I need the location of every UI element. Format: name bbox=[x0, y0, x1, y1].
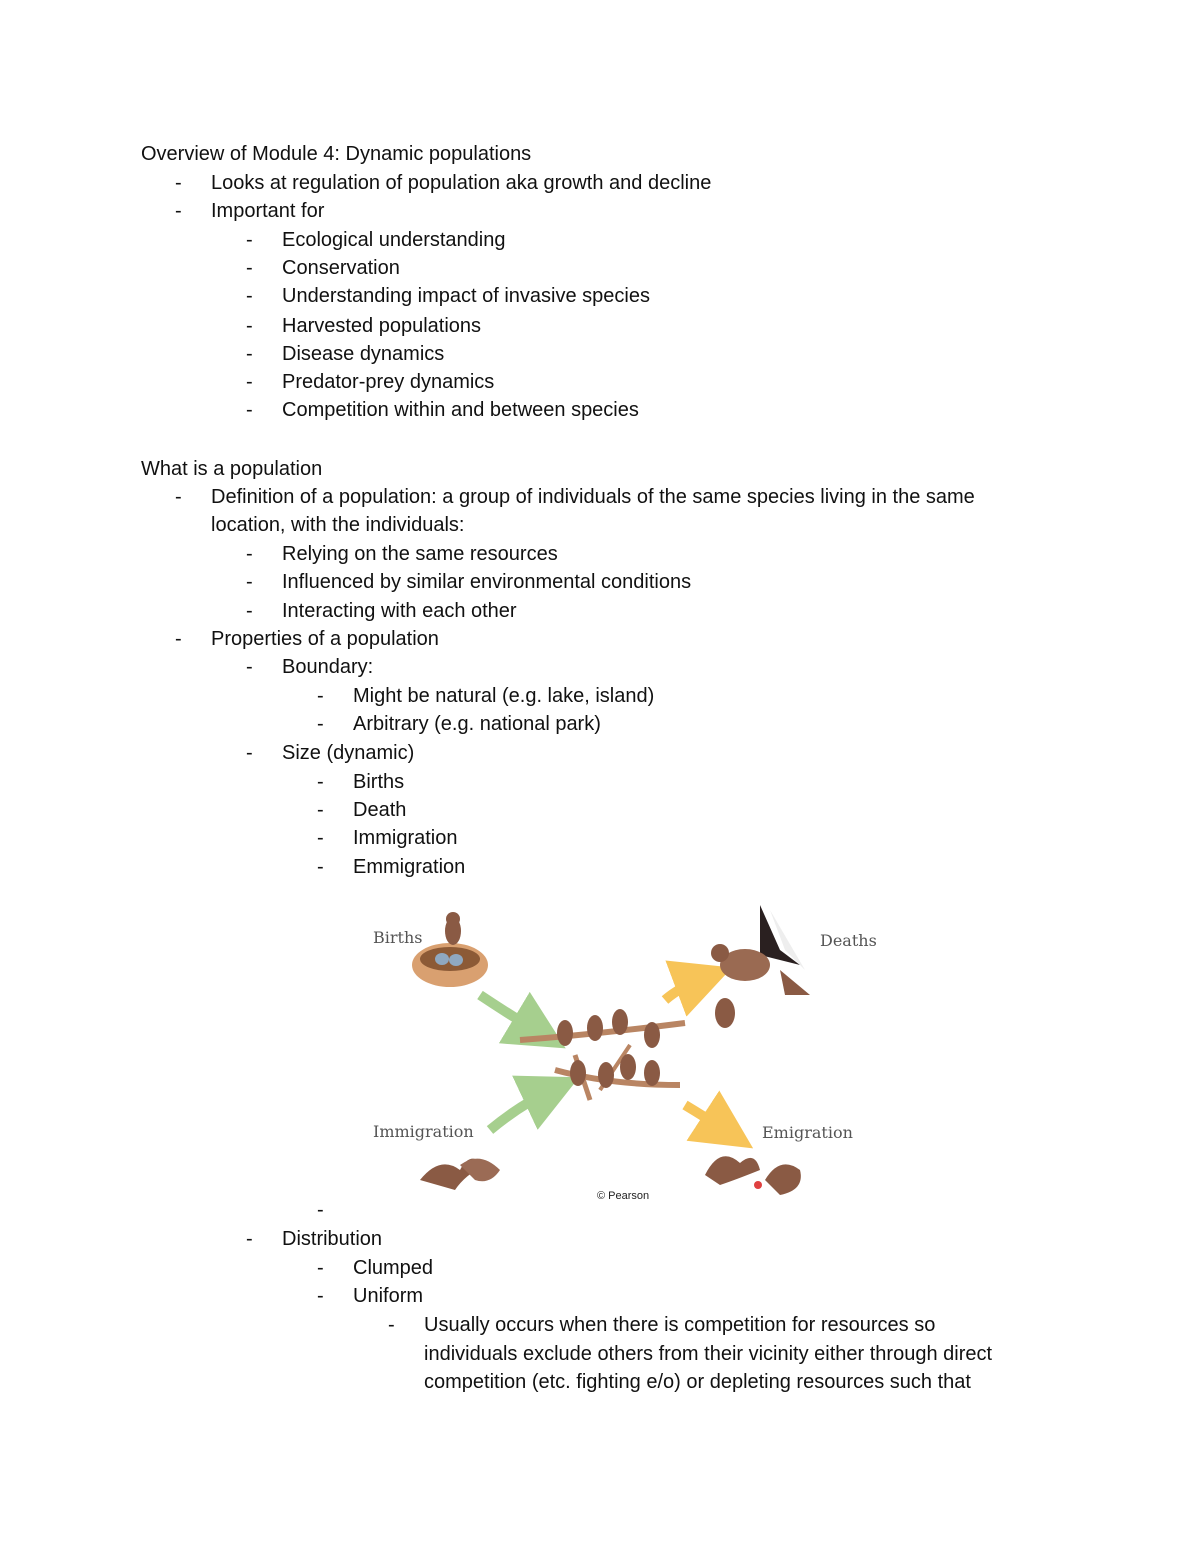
list-item-text: Immigration bbox=[353, 827, 458, 849]
bullet-dash: - bbox=[317, 1285, 324, 1307]
bullet-dash: - bbox=[246, 1228, 253, 1250]
bullet-dash: - bbox=[175, 486, 182, 508]
list-item-text: Ecological understanding bbox=[282, 229, 506, 251]
bullet-dash: - bbox=[246, 742, 253, 764]
bullet-dash: - bbox=[175, 200, 182, 222]
list-item-text: Might be natural (e.g. lake, island) bbox=[353, 685, 655, 707]
bullet-dash: - bbox=[317, 827, 324, 849]
bullet-dash: - bbox=[246, 399, 253, 421]
bullet-dash: - bbox=[246, 571, 253, 593]
bullet-dash: - bbox=[317, 1199, 324, 1221]
label-births: Births bbox=[373, 928, 423, 947]
bullet-dash: - bbox=[246, 600, 253, 622]
list-item-text: Distribution bbox=[282, 1228, 383, 1250]
hawk-icon bbox=[711, 905, 810, 995]
list-item-text: Competition within and between species bbox=[282, 399, 639, 421]
bullet-dash: - bbox=[175, 172, 182, 194]
list-item-text: Disease dynamics bbox=[282, 343, 445, 365]
bullet-dash: - bbox=[317, 1257, 324, 1279]
list-item-text: Emmigration bbox=[353, 856, 466, 878]
label-emigration: Emigration bbox=[762, 1123, 853, 1142]
list-item-text: Predator-prey dynamics bbox=[282, 371, 495, 393]
bullet-dash: - bbox=[317, 799, 324, 821]
credit-pearson: © Pearson bbox=[597, 1190, 650, 1202]
list-item-text: Interacting with each other bbox=[282, 600, 517, 622]
list-item-text: Arbitrary (e.g. national park) bbox=[353, 713, 601, 735]
list-item-text: Death bbox=[353, 799, 407, 821]
section-heading-overview: Overview of Module 4: Dynamic populations bbox=[141, 143, 532, 165]
arrow-emigration bbox=[685, 1105, 728, 1132]
population-dynamics-illustration bbox=[360, 895, 877, 1205]
bullet-dash: - bbox=[175, 628, 182, 650]
bullet-dash: - bbox=[317, 856, 324, 878]
list-item-text: Important for bbox=[211, 200, 325, 222]
uniform-detail-line2: individuals exclude others from their vicinity either through direct bbox=[424, 1343, 993, 1365]
definition-text-line1: Definition of a population: a group of individuals of the same species living in the same bbox=[211, 486, 975, 508]
uniform-detail-line3: competition (etc. fighting e/o) or depleting resources such that bbox=[424, 1371, 971, 1393]
definition-text-line2: location, with the individuals: bbox=[211, 514, 465, 536]
arrow-deaths bbox=[665, 978, 704, 1000]
bullet-dash: - bbox=[246, 543, 253, 565]
list-item-text: Influenced by similar environmental conditions bbox=[282, 571, 692, 593]
uniform-detail-line1: Usually occurs when there is competition for resources so bbox=[424, 1314, 936, 1336]
list-item-text: Conservation bbox=[282, 257, 400, 279]
bullet-dash: - bbox=[246, 285, 253, 307]
branch-with-birds bbox=[520, 1009, 685, 1100]
bullet-dash: - bbox=[246, 343, 253, 365]
bullet-dash: - bbox=[246, 371, 253, 393]
bullet-dash: - bbox=[246, 257, 253, 279]
arrow-births bbox=[480, 995, 540, 1033]
emigrating-birds-icon bbox=[705, 1156, 801, 1195]
prey-bird-icon bbox=[715, 998, 735, 1028]
label-deaths: Deaths bbox=[820, 931, 877, 950]
nest-icon bbox=[412, 912, 488, 987]
bullet-dash: - bbox=[388, 1314, 395, 1336]
list-item-text: Boundary: bbox=[282, 656, 374, 678]
list-item-text: Births bbox=[353, 771, 405, 793]
list-item-text: Clumped bbox=[353, 1257, 434, 1279]
section-heading-population: What is a population bbox=[141, 458, 323, 480]
population-dynamics-figure bbox=[360, 895, 877, 1205]
list-item-text: Uniform bbox=[353, 1285, 424, 1307]
bullet-dash: - bbox=[317, 713, 324, 735]
list-item-text: Properties of a population bbox=[211, 628, 439, 650]
bullet-dash: - bbox=[246, 315, 253, 337]
bullet-dash: - bbox=[317, 771, 324, 793]
arrow-immigration bbox=[490, 1090, 552, 1130]
list-item-text: Understanding impact of invasive species bbox=[282, 285, 650, 307]
list-item-text: Relying on the same resources bbox=[282, 543, 558, 565]
list-item-text: Size (dynamic) bbox=[282, 742, 415, 764]
label-immigration: Immigration bbox=[373, 1122, 474, 1141]
bullet-dash: - bbox=[246, 229, 253, 251]
bullet-dash: - bbox=[246, 656, 253, 678]
list-item-text: Looks at regulation of population aka growth and decline bbox=[211, 172, 712, 194]
list-item-text: Harvested populations bbox=[282, 315, 482, 337]
immigrating-birds-icon bbox=[420, 1159, 500, 1190]
bullet-dash: - bbox=[317, 685, 324, 707]
